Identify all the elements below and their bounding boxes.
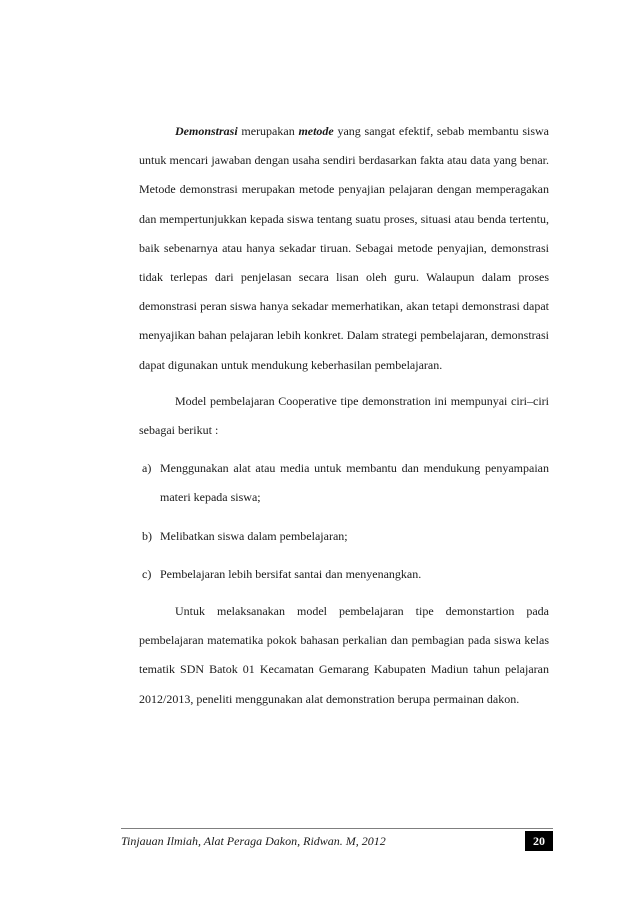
term-demonstrasi: Demonstrasi — [175, 124, 238, 138]
list-item-text: Melibatkan siswa dalam pembelajaran; — [160, 528, 348, 543]
list-item — [139, 454, 549, 512]
paragraph-text: merupakan — [237, 124, 299, 138]
paragraph-text: yang sangat efektif, sebab membantu siswa untuk mencari jawaban dengan usaha sendiri berdasarkan fakta atau data yang benar. Metode demonstrasi merupakan metode penyajian pelajaran dengan memperagakan dan mempertunjukkan kepada siswa tentang suatu proses, situasi atau benda tertentu, baik sebenarnya atau hanya sekadar tiruan. Sebagai metode penyajian, demonstrasi tidak terlepas dari penjelasan secara lisan oleh guru. Walaupun dalam proses demonstrasi peran siswa hanya sekadar memerhatikan, akan tetapi demonstrasi dapat menyajikan bahan pelajaran lebih konkret. Dalam strategi pembelajaran, demonstrasi dapat digunakan untuk mendukung keberhasilan pembelajaran. — [139, 124, 550, 372]
list-item-text: Pembelajaran lebih bersifat santai dan menyenangkan. — [160, 566, 422, 581]
list-item — [139, 560, 549, 589]
page-number: 20 — [525, 831, 553, 851]
paragraph-implementation: Untuk melaksanakan model pembelajaran tipe demonstartion pada pembelajaran matematika pokok bahasan perkalian dan pembagian pada siswa kelas tematik SDN Batok 01 Kecamatan Gemarang Kabupaten Madiun tahun pelajaran 2012/2013, peneliti menggunakan alat demonstration berupa permainan dakon. — [139, 604, 549, 706]
list-marker: b) — [142, 528, 152, 543]
footer-citation: Tinjauan Ilmiah, Alat Peraga Dakon, Ridwan. M, 2012 — [121, 834, 386, 848]
footer-divider — [121, 828, 553, 829]
list-item-text: Menggunakan alat atau media untuk membantu dan mendukung penyampaian materi kepada siswa; — [160, 461, 549, 505]
page-footer — [121, 828, 553, 858]
list-marker: c) — [142, 566, 152, 581]
paragraph-demonstrasi — [139, 117, 549, 380]
term-metode: metode — [298, 124, 334, 138]
document-body — [139, 117, 549, 714]
list-item — [139, 522, 549, 551]
feature-list — [139, 454, 549, 589]
list-marker: a) — [142, 461, 152, 476]
paragraph-model: Model pembelajaran Cooperative tipe demonstration ini mempunyai ciri–ciri sebagai berikut : — [139, 393, 549, 438]
